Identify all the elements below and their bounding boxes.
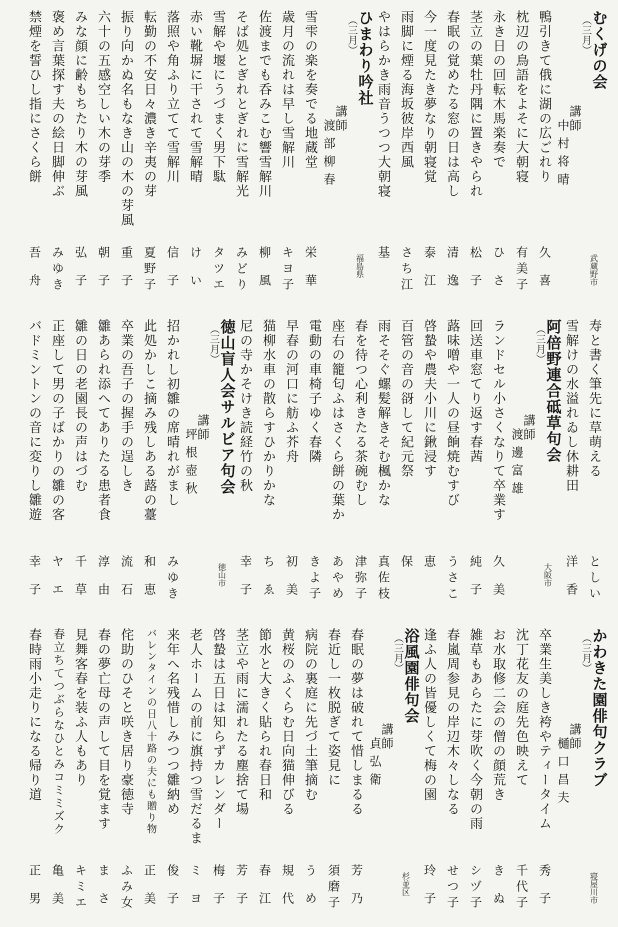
haiku-column bbox=[280, 319, 303, 609]
author-name: あやめ bbox=[330, 555, 345, 603]
haiku-column bbox=[23, 10, 46, 300]
club-title-group bbox=[346, 10, 374, 106]
verse-text: 春立ちてつぶらなひとみコミミズク bbox=[52, 628, 65, 836]
verse-text: 雪雫の楽を奏でる地蔵堂 bbox=[303, 10, 318, 170]
author-name: 正男 bbox=[27, 864, 42, 920]
month-label: （三月） bbox=[391, 633, 403, 673]
author-name: 春江 bbox=[257, 864, 272, 920]
author-name: 亀美 bbox=[50, 864, 65, 920]
haiku-column bbox=[184, 628, 207, 918]
haiku-column bbox=[583, 319, 606, 609]
verse-text: 転勤の不安日々濃き辛夷の芽 bbox=[142, 10, 157, 199]
verse-text: 雨脚に煙る海坂彼岸西風 bbox=[399, 10, 414, 170]
author-name: さち江 bbox=[399, 246, 414, 294]
lecturer-name: 渡邊富雄 bbox=[510, 428, 524, 500]
verse-text: 百管の音の谺して紀元祭 bbox=[399, 319, 414, 479]
verse-text: 正座して男の子ばかりの雛の客 bbox=[50, 319, 65, 522]
club-header bbox=[368, 628, 418, 918]
verse-text: 電動の車椅子ゆく春隣 bbox=[307, 319, 322, 464]
haiku-column bbox=[464, 628, 487, 918]
author-name: ふみ女 bbox=[119, 864, 134, 912]
haiku-column bbox=[138, 319, 161, 609]
lecturer-line bbox=[368, 628, 393, 918]
author-name: 栄華 bbox=[303, 246, 318, 302]
club-name: 浴風園俳句会 bbox=[402, 628, 419, 724]
verse-text: 佐渡までも呑みこむ響雪解川 bbox=[257, 10, 272, 199]
haiku-column bbox=[207, 628, 230, 918]
author-name: 泰江 bbox=[422, 246, 437, 302]
club-title-group bbox=[534, 319, 562, 463]
lecturer-line bbox=[556, 10, 581, 300]
haiku-column bbox=[46, 319, 69, 609]
haiku-column bbox=[487, 10, 510, 300]
verse-text: バドミントンの音に変りし雛遊 bbox=[27, 319, 42, 522]
author-name: 玲子 bbox=[422, 864, 437, 920]
author-name: 規代 bbox=[280, 864, 295, 920]
author-name: 弘子 bbox=[73, 246, 88, 302]
club-title-line bbox=[393, 628, 418, 918]
author-name: キヨ子 bbox=[280, 246, 295, 294]
author-name: 恵 bbox=[422, 555, 437, 583]
haiku-column bbox=[115, 628, 138, 918]
verse-text: 尼の寺かそけき読経竹の秋 bbox=[238, 319, 253, 493]
verse-text: 茎立や雨に濡れたる塵捨て場 bbox=[234, 628, 249, 817]
haiku-column bbox=[115, 319, 138, 609]
author-name: 夏野子 bbox=[142, 246, 157, 294]
haiku-column bbox=[115, 10, 138, 300]
haiku-column bbox=[23, 628, 46, 918]
lecturer-role-label: 講師 bbox=[196, 414, 210, 442]
author-name: 真佐枝 bbox=[376, 555, 391, 603]
verse-text: 春を待つ心利きたる茶碗むし bbox=[353, 319, 368, 508]
verse-text: 褒め言葉探す夫の絵日脚伸ぶ bbox=[50, 10, 65, 199]
lecturer-name: 渡部柳春 bbox=[322, 119, 336, 191]
haiku-column bbox=[46, 628, 69, 918]
verse-text: 今一度見たき夢なり朝寝覚 bbox=[422, 10, 437, 184]
verse-text: 鴨引きて俄に湖の広ごれり bbox=[537, 10, 552, 184]
verse-text: 座右の籠匂ふはさくら餅の葉か bbox=[330, 319, 345, 522]
author-name: 吾舟 bbox=[27, 246, 42, 302]
club-title-line bbox=[581, 10, 606, 300]
haiku-column bbox=[441, 10, 464, 300]
author-name: 純子 bbox=[468, 555, 483, 611]
author-name: 信子 bbox=[165, 246, 180, 302]
haiku-column bbox=[69, 628, 92, 918]
club-title-group bbox=[392, 628, 420, 724]
haiku-band-3 bbox=[10, 628, 606, 918]
verse-text: 早春の河口に舫ふ芥舟 bbox=[284, 319, 299, 464]
lecturer-role-label: 講師 bbox=[522, 414, 536, 442]
verse-text: ランドセル小さくなりて卒業す bbox=[491, 319, 506, 522]
haiku-column bbox=[230, 10, 253, 300]
haiku-column bbox=[441, 319, 464, 609]
club-title-group bbox=[580, 628, 608, 788]
club-name: ひまわり吟社 bbox=[356, 10, 373, 106]
author-name: 重子 bbox=[119, 246, 134, 302]
verse-text: 茎立の葉牡丹隅に置きやられ bbox=[468, 10, 483, 199]
haiku-column bbox=[510, 10, 533, 300]
verse-text: 振り向かぬ名もなき山の木の芽風 bbox=[119, 10, 134, 228]
haiku-column bbox=[533, 628, 556, 918]
verse-text: 雑草もあらたに芽吹く今朝の雨 bbox=[468, 628, 483, 831]
verse-text: 侘助のひそと咲き居り豪徳寺 bbox=[119, 628, 134, 817]
haiku-column bbox=[276, 10, 299, 300]
verse-text: 猫柳水車の散らすひかりかな bbox=[261, 319, 276, 508]
club-title-group bbox=[208, 319, 236, 495]
author-name: 久美 bbox=[491, 555, 506, 611]
haiku-column bbox=[487, 319, 510, 609]
haiku-column bbox=[418, 628, 441, 918]
club-header bbox=[322, 10, 372, 300]
verse-text: 春嵐周参見の岸辺木々しなる bbox=[445, 628, 460, 817]
city-label: 大阪市 bbox=[543, 563, 553, 587]
author-name: 和恵 bbox=[142, 555, 157, 611]
club-title-line bbox=[209, 319, 234, 609]
author-name: ヤエ bbox=[50, 555, 65, 611]
haiku-column bbox=[92, 628, 115, 918]
city-label: 杉並区 bbox=[401, 872, 411, 896]
author-name: 有美子 bbox=[514, 246, 529, 294]
lecturer-name: 中村将晴 bbox=[556, 119, 570, 191]
month-label: （三月） bbox=[579, 633, 591, 673]
author-name: みゆき bbox=[165, 555, 180, 603]
author-name: 芳子 bbox=[234, 864, 249, 920]
verse-text: 禁煙を誓ひし指にさくら餅 bbox=[27, 10, 42, 184]
author-name: 柳風 bbox=[257, 246, 272, 302]
verse-text: やはらかき雨音うつつ大朝寝 bbox=[376, 10, 391, 199]
verse-text: 雨そそぐ螺髪解きそむ楓かな bbox=[376, 319, 391, 508]
haiku-column bbox=[418, 319, 441, 609]
author-name: 幸子 bbox=[238, 555, 253, 611]
haiku-column bbox=[464, 10, 487, 300]
author-name: 松子 bbox=[468, 246, 483, 302]
verse-text: そば処とぎれとぎれに雪解光 bbox=[234, 10, 249, 199]
haiku-column bbox=[299, 10, 322, 300]
month-label: （三月） bbox=[579, 15, 591, 55]
haiku-column bbox=[92, 319, 115, 609]
haiku-column bbox=[69, 10, 92, 300]
haiku-column bbox=[303, 319, 326, 609]
verse-text: 春の夢亡母の声して目を覚ます bbox=[96, 628, 111, 831]
author-name: としい bbox=[587, 555, 602, 603]
haiku-column bbox=[418, 10, 441, 300]
haiku-column bbox=[372, 10, 395, 300]
author-name: シヅ子 bbox=[468, 864, 483, 912]
author-name: 梅子 bbox=[211, 864, 226, 920]
club-name: むくげの会 bbox=[590, 10, 607, 90]
lecturer-line bbox=[510, 319, 535, 609]
verse-text: 春眠の夢は破れて惜しまるる bbox=[349, 628, 364, 817]
verse-text: 寿と書く筆先に草萌える bbox=[587, 319, 602, 479]
haiku-column bbox=[533, 10, 556, 300]
verse-text: 見舞客春を装ふ人もあり bbox=[73, 628, 88, 788]
verse-text: みな顔に齢もちたり木の芽風 bbox=[73, 10, 88, 199]
verse-text: 此処かしこ摘み残しある蕗の薹 bbox=[142, 319, 157, 522]
author-name: 基 bbox=[376, 246, 391, 274]
club-title-line bbox=[581, 628, 606, 918]
lecturer-role-label: 講師 bbox=[568, 105, 582, 133]
haiku-column bbox=[487, 628, 510, 918]
haiku-column bbox=[23, 319, 46, 609]
city-label: 徳山市 bbox=[217, 563, 227, 587]
haiku-column bbox=[184, 10, 207, 300]
haiku-column bbox=[464, 319, 487, 609]
club-header bbox=[556, 10, 606, 300]
verse-text: 雛の日の老園長の声はづむ bbox=[73, 319, 88, 493]
haiku-column bbox=[230, 628, 253, 918]
haiku-column bbox=[138, 10, 161, 300]
verse-text: 落照や角ふり立てて雪解川 bbox=[165, 10, 180, 184]
haiku-band-2 bbox=[10, 319, 606, 609]
club-name: 阿倍野連合砥草句会 bbox=[544, 319, 561, 463]
author-name: 清逸 bbox=[445, 246, 460, 302]
club-name: かわきた園俳句クラブ bbox=[590, 628, 607, 788]
club-header bbox=[184, 319, 234, 609]
author-name: 芳乃 bbox=[349, 864, 364, 920]
author-name: みゆき bbox=[50, 246, 65, 294]
verse-text: お水取修二会の僧の顔荒き bbox=[491, 628, 506, 802]
haiku-column bbox=[161, 319, 184, 609]
verse-text: 春眠の覚めたる窓の日は高し bbox=[445, 10, 460, 199]
verse-text: 六十の五感空しい木の芽季 bbox=[96, 10, 111, 184]
haiku-column bbox=[257, 319, 280, 609]
haiku-column bbox=[69, 319, 92, 609]
haiku-column bbox=[161, 628, 184, 918]
club-title-line bbox=[535, 319, 560, 609]
month-label: （三月） bbox=[533, 324, 545, 364]
verse-text: 病院の裏庭に先づ土筆摘む bbox=[303, 628, 318, 802]
club-title-group bbox=[580, 10, 608, 90]
haiku-column bbox=[345, 628, 368, 918]
author-name: 久喜 bbox=[537, 246, 552, 302]
lecturer-name: 貞弘衛 bbox=[368, 737, 382, 791]
month-label: （三月） bbox=[207, 324, 219, 364]
author-name: 俊子 bbox=[165, 864, 180, 920]
haiku-column bbox=[207, 10, 230, 300]
author-name: きぬ bbox=[491, 864, 506, 920]
lecturer-role-label: 講師 bbox=[568, 723, 582, 751]
author-name: うめ bbox=[303, 864, 318, 920]
verse-text: 招かれし初雛の席晴れがまし bbox=[165, 319, 180, 508]
author-name: 洋香 bbox=[564, 555, 579, 611]
author-name: 流石 bbox=[119, 555, 134, 611]
verse-text: 沈丁花友の庭先色映えて bbox=[514, 628, 529, 788]
club-name: 徳山盲人会サルビア句会 bbox=[218, 319, 235, 495]
verse-text: 雛あられ添へてありたる患者食 bbox=[96, 319, 111, 522]
verse-text: 卒業の吾子の握手の逞しき bbox=[119, 319, 134, 493]
club-title-line bbox=[347, 10, 372, 300]
lecturer-line bbox=[184, 319, 209, 609]
haiku-column bbox=[510, 628, 533, 918]
author-name: 正美 bbox=[142, 864, 157, 920]
author-name: 朝子 bbox=[96, 246, 111, 302]
haiku-column bbox=[46, 10, 69, 300]
author-name: 千草 bbox=[73, 555, 88, 611]
verse-text: 永き日の回転木馬楽奏で bbox=[491, 10, 506, 170]
author-name: ミヨ bbox=[188, 864, 203, 920]
lecturer-role-label: 講師 bbox=[380, 723, 394, 751]
verse-text: 雪解けの水溢れゐし休耕田 bbox=[564, 319, 579, 493]
author-name: 淳由 bbox=[96, 555, 111, 611]
verse-text: バレンタインの日八十路の夫にも贈り物 bbox=[144, 628, 156, 835]
author-name: みどり bbox=[234, 246, 249, 294]
club-header bbox=[510, 319, 560, 609]
lecturer-role-label: 講師 bbox=[334, 105, 348, 133]
haiku-column bbox=[322, 628, 345, 918]
author-name: キミエ bbox=[73, 864, 88, 912]
haiku-column bbox=[138, 628, 161, 918]
verse-text: 老人ホームの前に旗持つ雪だるま bbox=[188, 628, 203, 846]
lecturer-line bbox=[556, 628, 581, 918]
haiku-column bbox=[441, 628, 464, 918]
author-name: うさこ bbox=[445, 555, 460, 603]
verse-text: 雪解や堰にうづまく男下駄 bbox=[211, 10, 226, 184]
verse-text: 枕辺の鳥語をよそに大朝寝 bbox=[514, 10, 529, 184]
haiku-column bbox=[395, 10, 418, 300]
haiku-column bbox=[253, 628, 276, 918]
verse-text: 春近し一枚脱ぎて姿見に bbox=[326, 628, 341, 788]
verse-text: 回送車窓てり返す春茜 bbox=[468, 319, 483, 464]
lecturer-name: 樋口昌夫 bbox=[556, 737, 570, 809]
haiku-column bbox=[326, 319, 349, 609]
city-label: 寝屋川市 bbox=[589, 872, 599, 904]
verse-text: 歳月の流れは早し雪解川 bbox=[280, 10, 295, 170]
haiku-band-1 bbox=[10, 10, 606, 300]
haiku-column bbox=[253, 10, 276, 300]
verse-text: 卒業生美しき袴やティータイム bbox=[537, 628, 552, 831]
verse-text: 節水と大きく貼られ春日和 bbox=[257, 628, 272, 802]
verse-text: 啓蟄や農夫小川に鍬浸す bbox=[422, 319, 437, 479]
verse-text: 逢ふ人の皆優しくて梅の園 bbox=[422, 628, 437, 802]
verse-text: 黄桜のふくらむ日向猫伸びる bbox=[280, 628, 295, 817]
month-label: （三月） bbox=[345, 15, 357, 55]
city-label: 福島県 bbox=[355, 254, 365, 278]
haiku-column bbox=[395, 319, 418, 609]
author-name: 保 bbox=[399, 555, 414, 583]
author-name: タツエ bbox=[211, 246, 226, 294]
author-name: 秀子 bbox=[537, 864, 552, 920]
haiku-column bbox=[299, 628, 322, 918]
verse-text: 蕗味噌や一人の昼餉焼むすび bbox=[445, 319, 460, 508]
author-name: 幸子 bbox=[27, 555, 42, 611]
lecturer-name: 坪根壺秋 bbox=[184, 428, 198, 500]
author-name: 津弥子 bbox=[353, 555, 368, 603]
haiku-column bbox=[560, 319, 583, 609]
author-name: ひさ bbox=[491, 246, 506, 302]
haiku-column bbox=[372, 319, 395, 609]
haiku-column bbox=[349, 319, 372, 609]
author-name: けい bbox=[188, 246, 203, 302]
author-name: 千代子 bbox=[514, 864, 529, 912]
haiku-column bbox=[276, 628, 299, 918]
author-name: 初美 bbox=[284, 555, 299, 611]
verse-text: 来年へ名残惜しみつつ雛納め bbox=[165, 628, 180, 817]
city-label: 武蔵野市 bbox=[589, 254, 599, 286]
verse-text: 春時雨小走りになる帰り道 bbox=[27, 628, 42, 802]
lecturer-line bbox=[322, 10, 347, 300]
verse-text: 啓蟄は五日は知らずカレンダー bbox=[211, 628, 226, 831]
author-name: せつ子 bbox=[445, 864, 460, 912]
author-name: まさ bbox=[96, 864, 111, 920]
haiku-column bbox=[92, 10, 115, 300]
haiku-column bbox=[234, 319, 257, 609]
club-header bbox=[556, 628, 606, 918]
verse-text: 赤い靴塀に干されて雪解晴 bbox=[188, 10, 203, 184]
author-name: きよ子 bbox=[307, 555, 322, 603]
haiku-column bbox=[161, 10, 184, 300]
author-name: ちゑ bbox=[261, 555, 276, 611]
author-name: 須磨子 bbox=[326, 864, 341, 912]
